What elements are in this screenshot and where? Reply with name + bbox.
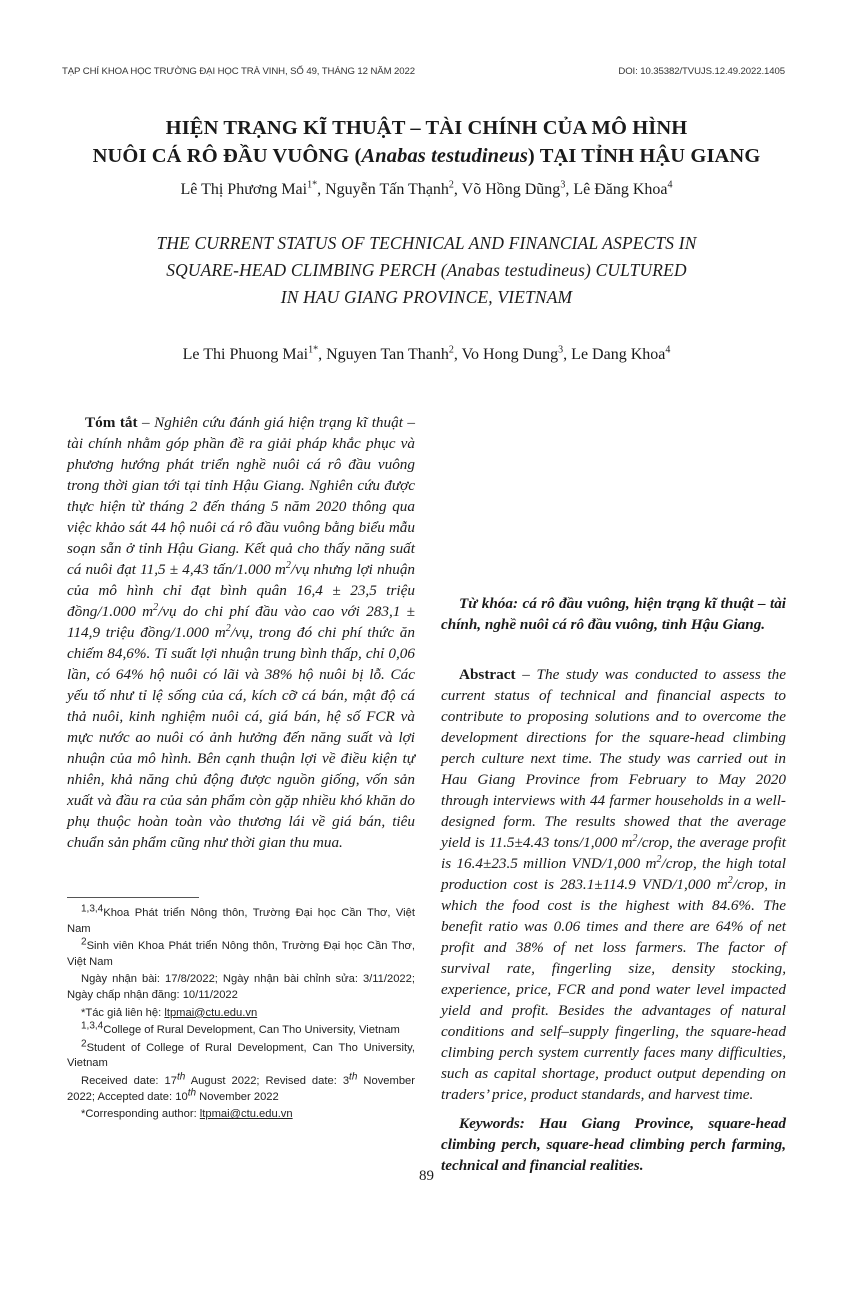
title-english	[60, 230, 793, 311]
title-en-line2: SQUARE-HEAD CLIMBING PERCH (Anabas testudineus) CULTURED	[166, 260, 687, 280]
footnote-affiliation-en: $^{1,3,4}$College of Rural Development, Can Tho University, Vietnam	[81, 1020, 400, 1037]
keywords-vietnamese: Từ khóa: cá rô đầu vuông, hiện trạng kĩ thuật – tài chính, nghề nuôi cá rô đầu vuông, tỉnh Hậu Giang.	[441, 595, 787, 633]
page-number: 89	[419, 1168, 434, 1184]
author: Le Thi Phuong Mai	[182, 346, 309, 363]
keywords-en-label: Keywords:	[459, 1115, 525, 1132]
title-vi-line1: HIỆN TRẠNG KĨ THUẬT – TÀI CHÍNH CỦA MÔ HÌNH	[165, 117, 688, 139]
journal-name: TẠP CHÍ KHOA HỌC TRƯỜNG ĐẠI HỌC TRÀ VINH, SỐ 49, THÁNG 12 NĂM 2022	[62, 66, 415, 77]
summary-label: Tóm tắt	[85, 414, 138, 431]
species-name: Anabas testudineus	[361, 145, 528, 167]
email-link[interactable]: ltpmai@ctu.edu.vn	[164, 1006, 258, 1019]
footnote-student-en: $^2$Student of College of Rural Development, Can Tho University, Vietnam	[67, 1038, 415, 1070]
running-header	[62, 66, 785, 82]
footnote-corresponding-vi: *Tác giả liên hệ: ltpmai@ctu.edu.vn	[81, 1006, 258, 1019]
authors-english: Le Thi Phuong Mai$^{1*}$, Nguyen Tan Thanh$^2$, Vo Hong Dung$^3$, Le Dang Khoa$^4$	[182, 344, 671, 363]
author: Lê Thị Phương Mai	[180, 181, 308, 198]
title-en-line3: IN HAU GIANG PROVINCE, VIETNAM	[280, 287, 573, 307]
title-vi-line2: NUÔI CÁ RÔ ĐẦU VUÔNG (Anabas testudineus) TẠI TỈNH HẬU GIANG	[92, 145, 761, 167]
keywords-english: Keywords: Hau Giang Province, square-head climbing perch, square-head climbing perch farming, technical and financial realities.	[441, 1115, 786, 1174]
summary-vietnamese	[67, 412, 415, 853]
footnote-student-vi: $^2$Sinh viên Khoa Phát triển Nông thôn, Trường Đại học Cần Thơ, Việt Nam	[67, 936, 415, 968]
footnote-dates-en: Received date: 17th August 2022; Revised date: 3th November 2022; Accepted date: 10th November 2022	[67, 1071, 415, 1103]
footnote-dates-vi: Ngày nhận bài: 17/8/2022; Ngày nhận bài chỉnh sửa: 3/11/2022; Ngày chấp nhận đăng: 10/11/2022	[67, 973, 415, 1001]
doi: DOI: 10.35382/TVUJS.12.49.2022.1405	[618, 66, 785, 77]
author: Võ Hồng Dũng	[461, 181, 561, 198]
abstract-english: Abstract – The study was conducted to assess the current status of technical and financial aspects to contribute to proposing solutions and to overcome the development directions for the square-head climbing perch culture next time. The study was carried out in Hau Giang Province from February to May 2020 through interviews with 44 farmer households in a well-designed form. The results showed that the average yield is 11.5±4.43 tons/1,000 $m^2$/crop, the average profit is 16.4±23.5 million VND/1,000 $m^2$/crop, the high total production cost is 283.1±114.9 VND/1,000 $m^2$/crop, in which the food cost is the highest with 84.6%. The benefit ratio was 0.06 times and there are 64% of net profit and 38% of net loss farmers. The factor of survival rate, fingerling size, density stocking, experience, price, FCR and pond water level impacted yield and profit. Besides the advantages of natural conditions and self–supply fingerling, the square-head climbing perch system currently faces many difficulties, such as capital shortage, product output depending on traders’ price, product standards, and harvest time.	[441, 666, 787, 1103]
right-column	[441, 583, 786, 1176]
author: Nguyen Tan Thanh	[326, 346, 449, 363]
footnote-affiliation-vi: $^{1,3,4}$Khoa Phát triển Nông thôn, Trường Đại học Cần Thơ, Việt Nam	[67, 903, 415, 935]
footnotes	[67, 903, 415, 1125]
keywords-vi-label: Từ khóa:	[459, 595, 519, 612]
email-link[interactable]: ltpmai@ctu.edu.vn	[199, 1108, 293, 1121]
author: Lê Đăng Khoa	[573, 181, 668, 198]
author: Vo Hong Dung	[461, 346, 559, 363]
authors-vietnamese: Lê Thị Phương Mai$^{1*}$, Nguyễn Tấn Thạnh$^2$, Võ Hồng Dũng$^3$, Lê Đăng Khoa$^4$	[180, 179, 673, 198]
author: Nguyễn Tấn Thạnh	[325, 181, 449, 198]
summary-vi-paragraph: Tóm tắt – Nghiên cứu đánh giá hiện trạng kĩ thuật – tài chính nhằm góp phần đề ra giải pháp khắc phục và phương hướng phát triển nghề nuôi cá rô đầu vuông trong thời gian tới tại tỉnh Hậu Giang. Nghiên cứu được thực hiện từ tháng 2 đến tháng 5 năm 2020 thông qua việc khảo sát 44 hộ nuôi cá rô đầu vuông bằng biểu mẫu soạn sẵn ở tỉnh Hậu Giang. Kết quả cho thấy năng suất cá nuôi đạt 11,5 ± 4,43 tấn/1.000 $m^2/vụ$ nhưng lợi nhuận của mô hình chỉ đạt bình quân 16,4 ± 23,5 triệu đồng/1.000 $m^2/vụ$ do chi phí đầu vào cao với 283,1 ± 114,9 triệu đồng/1.000 $m^2/vụ$, trong đó chi phí thức ăn chiếm 84,6%. Tỉ suất lợi nhuận trung bình thấp, chỉ 0,06 lần, có 64% hộ nuôi có lãi và 38% hộ nuôi bị lỗ. Các yếu tố như tỉ lệ sống của cá, kích cỡ cá bán, mật độ cá thả nuôi, kinh nghiệm nuôi cá, giá bán, hệ số FCR và mực nước ao nuôi có ảnh hưởng đến năng suất và lợi nhuận của mô hình. Bên cạnh thuận lợi về điều kiện tự nhiên, khả năng chủ động được nguồn giống, vốn sản xuất và đầu ra của sản phẩm còn gặp nhiều khó khăn do phụ thuộc hoàn toàn vào thương lái về giá bán, tiêu chuẩn sản phẩm cũng như thời gian thu mua.	[67, 414, 416, 851]
title-vietnamese	[40, 114, 813, 170]
abstract-label: Abstract	[459, 666, 516, 683]
title-en-line1: THE CURRENT STATUS OF TECHNICAL AND FINANCIAL ASPECTS IN	[156, 233, 697, 253]
footnote-corresponding-en: *Corresponding author: ltpmai@ctu.edu.vn	[81, 1108, 293, 1121]
footnote-divider	[67, 897, 199, 898]
author: Le Dang Khoa	[571, 346, 666, 363]
